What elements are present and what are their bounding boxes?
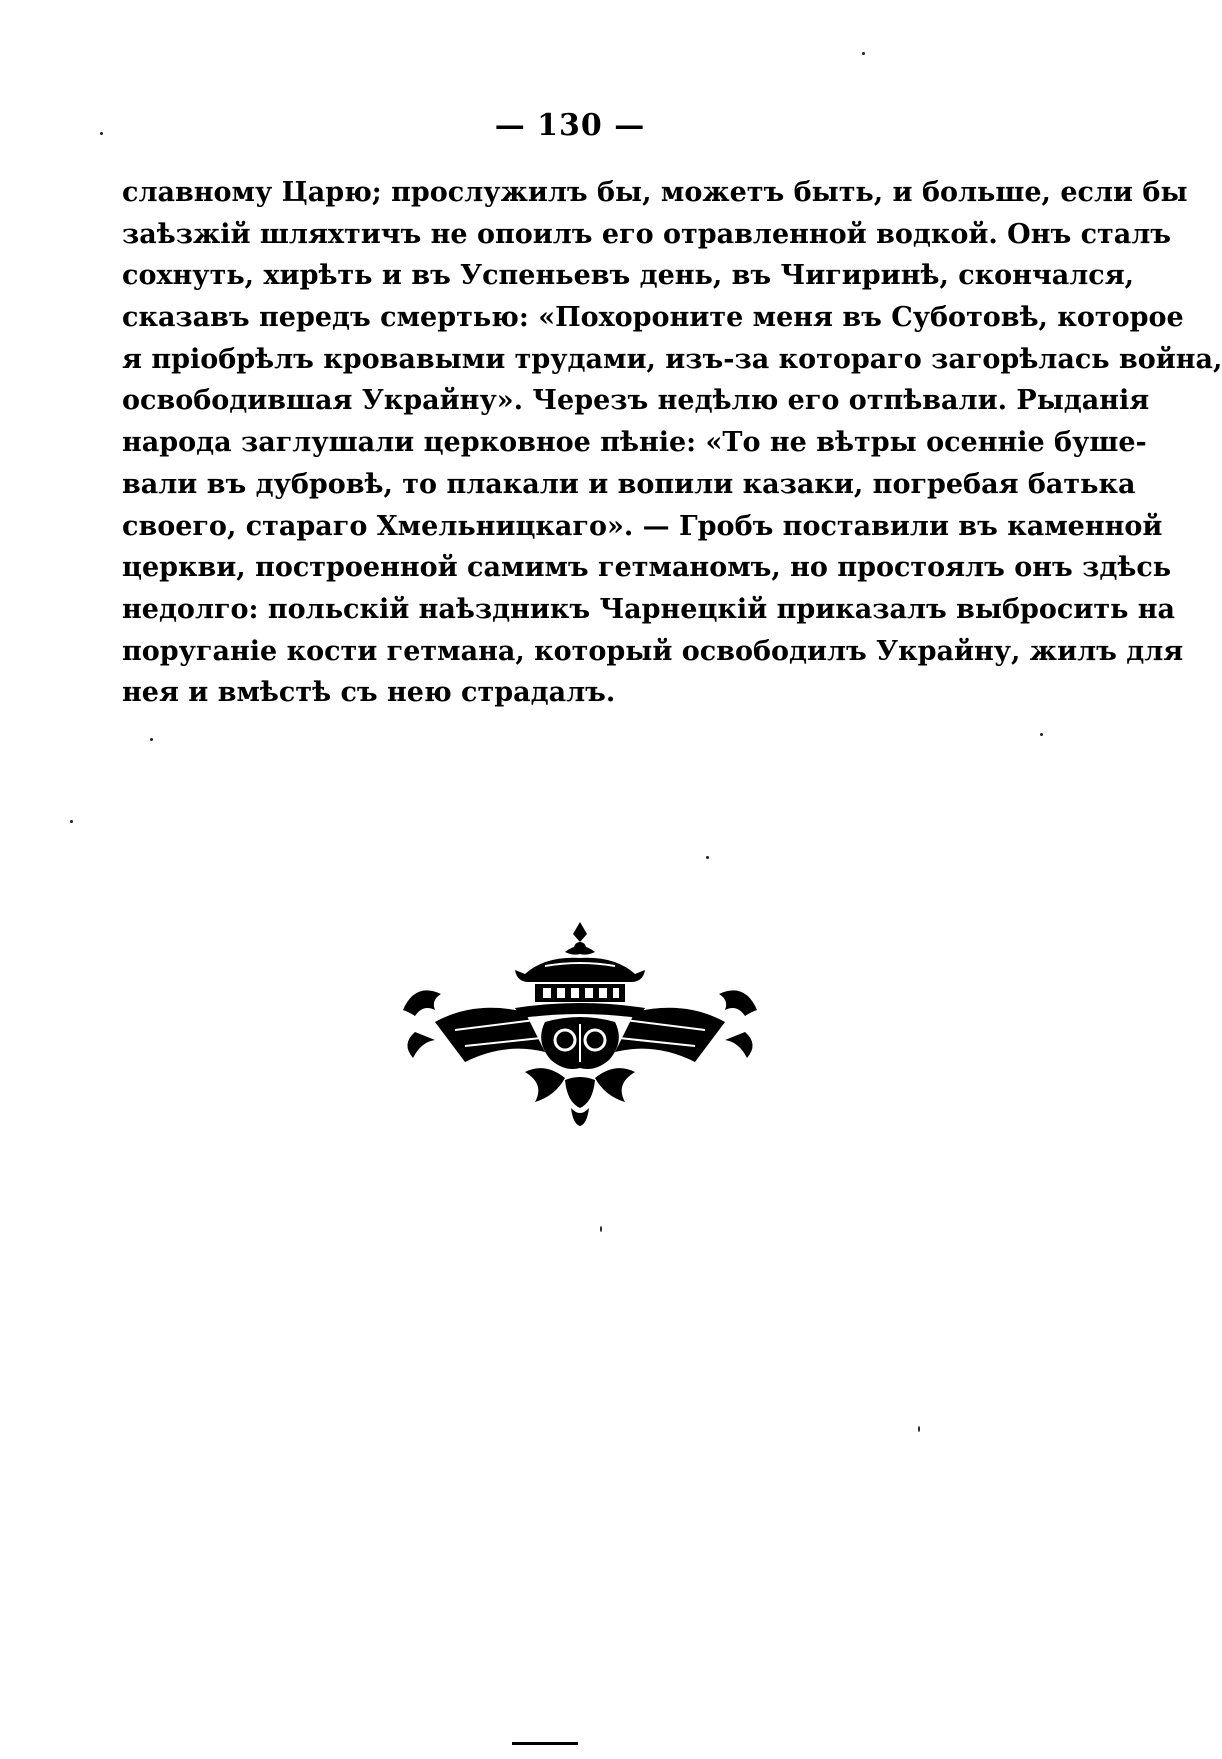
crown-scroll-vignette-icon xyxy=(395,912,765,1132)
text-line: вали въ дубровѣ, то плакали и вопили казаки, погребая батька xyxy=(122,468,1136,500)
text-line: освободившая Украйну». Черезъ недѣлю его отпѣвали. Рыданія xyxy=(122,385,1150,417)
text-line: народа заглушали церковное пѣніе: «То не вѣтры осенніе буше- xyxy=(122,427,1147,459)
text-line: нея и вмѣстѣ съ нею страдалъ. xyxy=(122,677,616,709)
text-line: сохнуть, хирѣть и въ Успеньевъ день, въ Чигиринѣ, скончался, xyxy=(122,260,1135,292)
print-speck xyxy=(918,1426,920,1432)
text-line: недолго: польскій наѣздникъ Чарнецкій приказалъ выбросить на xyxy=(122,593,1176,625)
print-speck xyxy=(1040,733,1043,736)
bottom-rule xyxy=(512,1742,578,1745)
print-speck xyxy=(706,856,709,859)
text-line: поруганіе кости гетмана, который освободилъ Украйну, жилъ для xyxy=(122,635,1184,667)
print-speck xyxy=(100,132,103,135)
text-line: сказавъ передъ смертью: «Похороните меня въ Суботовѣ, которое xyxy=(122,302,1184,334)
text-line: я пріобрѣлъ кровавыми трудами, изъ-за котораго загорѣлась война, xyxy=(122,343,1222,375)
text-line: церкви, построенной самимъ гетманомъ, но простоялъ онъ здѣсь xyxy=(122,552,1172,584)
print-speck xyxy=(150,738,153,741)
text-line: заѣзжій шляхтичъ не опоилъ его отравленной водкой. Онъ сталъ xyxy=(122,218,1171,250)
body-text xyxy=(122,172,1222,714)
text-line: славному Царю; прослужилъ бы, можетъ быть, и больше, если бы xyxy=(122,177,1188,208)
print-speck xyxy=(70,820,73,823)
page-number: — 130 — xyxy=(494,108,646,143)
print-speck xyxy=(600,1226,602,1232)
print-speck xyxy=(862,52,865,55)
text-line: своего, стараго Хмельницкаго». — Гробъ поставили въ каменной xyxy=(122,510,1163,542)
